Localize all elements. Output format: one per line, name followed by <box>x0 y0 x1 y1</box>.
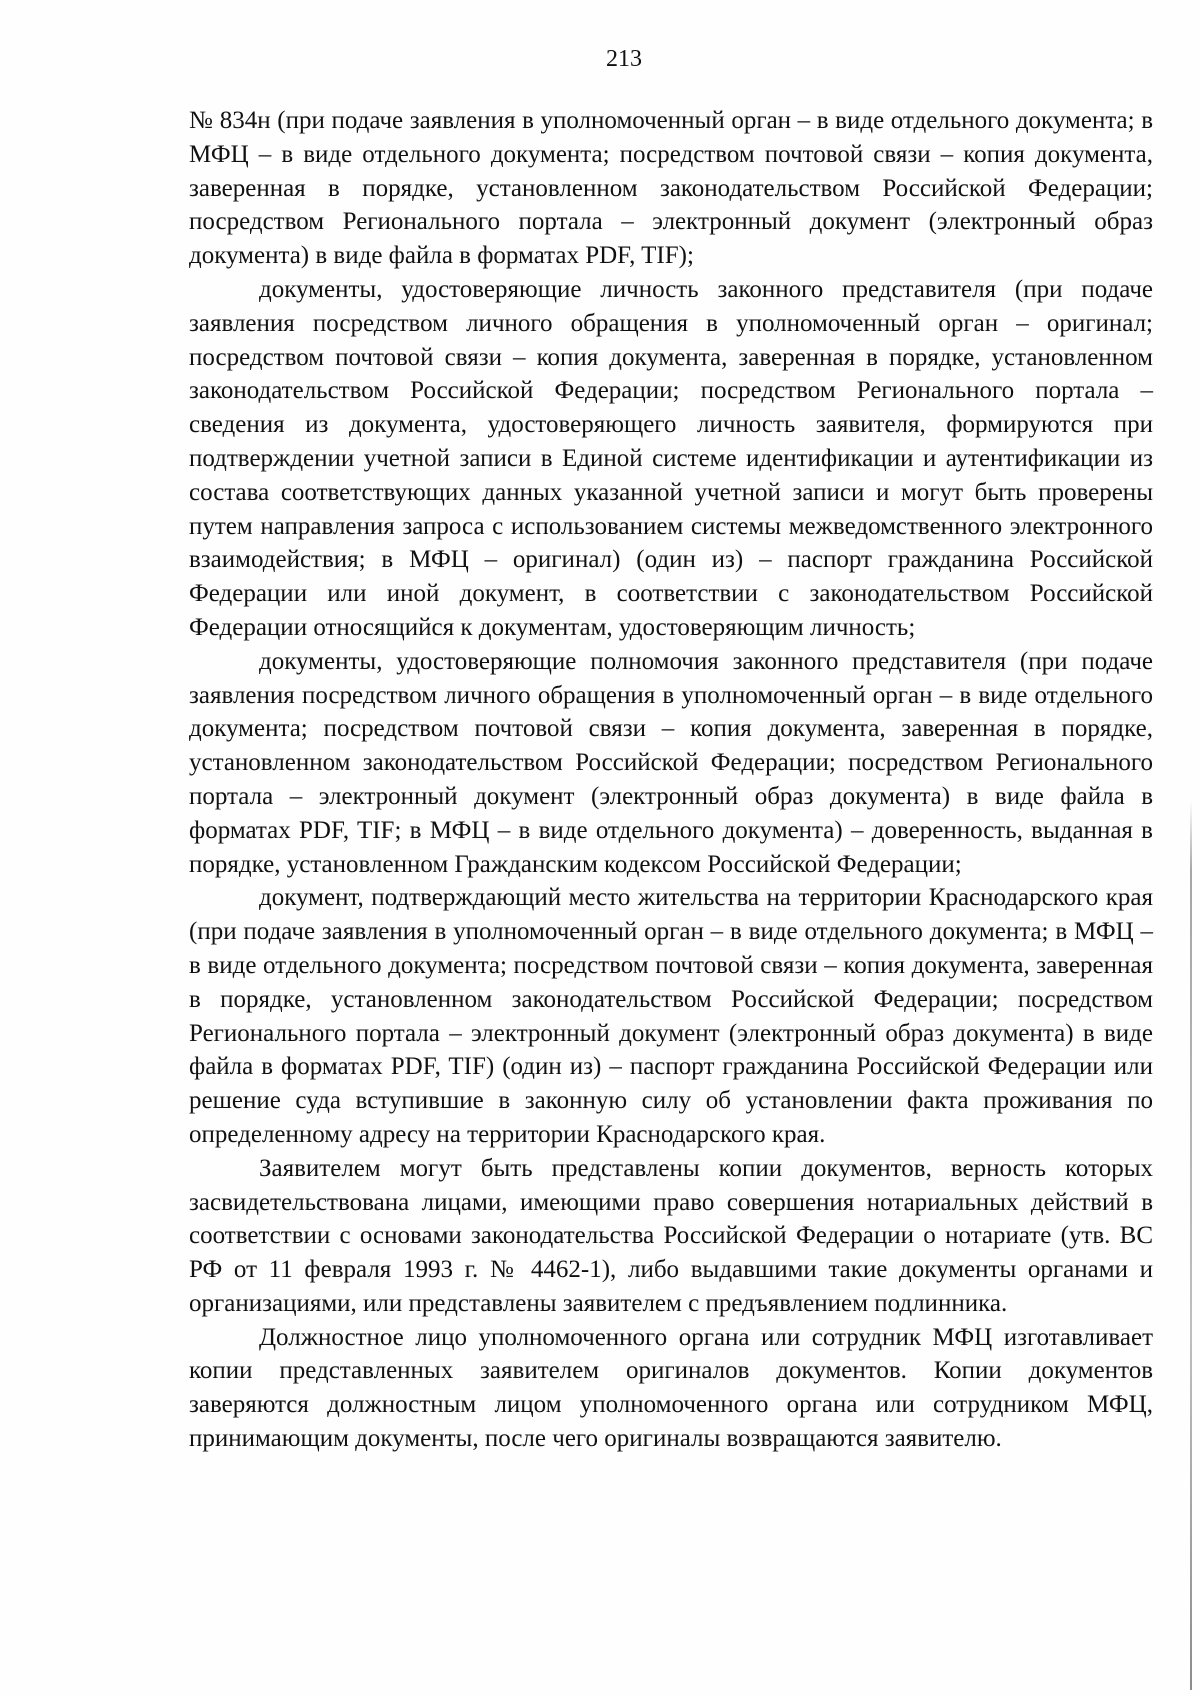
paragraph-representative-authority: документы, удостоверяющие полномочия законного представителя (при подаче заявления посредством личного обращения в уполномоченный орган – в виде отдельного документа; посредством почтовой связи – копия документа, заверенная в порядке, установленном законодательством Российской Федерации; посредством Регионального портала – электронный документ (электронный образ документа) в виде файла в форматах PDF, TIF; в МФЦ – в виде отдельного документа) – доверенность, выданная в порядке, установленном Гражданским кодексом Российской Федерации; <box>189 647 1153 878</box>
page-number: 213 <box>606 46 642 72</box>
scan-edge-shadow <box>1190 800 1192 1690</box>
paragraph-continuation: № 834н (при подаче заявления в уполномоченный орган – в виде отдельного документа; в МФЦ – в виде отдельного документа; посредством почтовой связи – копия документа, заверенная в порядке, установленном законодательством Российской Федерации; посредством Регионального портала – электронный документ (электронный образ документа) в виде файла в форматах PDF, TIF); <box>189 107 1153 270</box>
paragraph-copy-certification: Должностное лицо уполномоченного органа или сотрудник МФЦ изготавливает копии представленных заявителем оригиналов документов. Копии документов заверяются должностным лицом уполномоченного органа или сотрудником МФЦ, принимающим документы, после чего оригиналы возвращаются заявителю. <box>189 1323 1153 1453</box>
document-body <box>189 104 1153 1456</box>
paragraph-certified-copies: Заявителем могут быть представлены копии документов, верность которых засвидетельствована лицами, имеющими право совершения нотариальных действий в соответствии с основами законодательства Российской Федерации о нотариате (утв. ВС РФ от 11 февраля 1993 г. № 4462-1), либо выдавшими такие документы органами и организациями, или представлены заявителем с предъявлением подлинника. <box>189 1154 1153 1317</box>
paragraph-representative-identity: документы, удостоверяющие личность законного представителя (при подаче заявления посредством личного обращения в уполномоченный орган – оригинал; посредством почтовой связи – копия документа, заверенная в порядке, установленном законодательством Российской Федерации; посредством Регионального портала – сведения из документа, удостоверяющего личность заявителя, формируются при подтверждении учетной записи в Единой системе идентификации и аутентификации из состава соответствующих данных указанной учетной записи и могут быть проверены путем направления запроса с использованием системы межведомственного электронного взаимодействия; в МФЦ – оригинал) (один из) – паспорт гражданина Российской Федерации или иной документ, в соответствии с законодательством Российской Федерации относящийся к документам, удостоверяющим личность; <box>189 275 1153 641</box>
paragraph-residence-document: документ, подтверждающий место жительства на территории Краснодарского края (при подаче заявления в уполномоченный орган – в виде отдельного документа; в МФЦ – в виде отдельного документа; посредством почтовой связи – копия документа, заверенная в порядке, установленном законодательством Российской Федерации; посредством Регионального портала – электронный документ (электронный образ документа) в виде файла в форматах PDF, TIF) (один из) – паспорт гражданина Российской Федерации или решение суда вступившие в законную силу об установлении факта проживания по определенному адресу на территории Краснодарского края. <box>189 884 1153 1148</box>
